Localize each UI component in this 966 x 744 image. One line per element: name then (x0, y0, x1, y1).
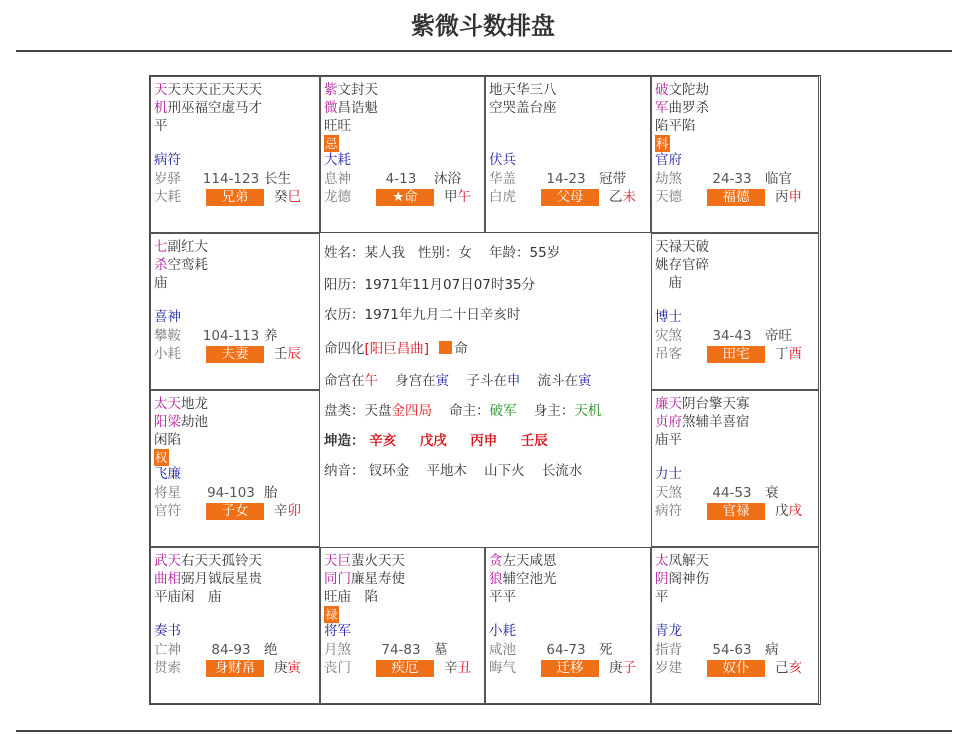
age-range: 64-73 (546, 642, 586, 658)
nayin-line: 纳音： 钗环金 平地木 山下火 长流水 (324, 463, 583, 479)
person-info-line: 姓名：某人我 性别：女 年龄：55岁 (324, 245, 561, 261)
boshi-god: 喜神 (154, 309, 181, 325)
boshi-god: 力士 (655, 466, 682, 482)
star-line: 旺旺 (324, 118, 351, 134)
sihua-badge: 忌 (325, 136, 338, 151)
ganzhi: 癸巳 (274, 189, 301, 205)
palace-name: 疾厄 (376, 660, 434, 677)
minor-god: 丧门 (324, 660, 351, 676)
minor-god: 将星 (154, 485, 181, 501)
sihua-badge: 科 (656, 136, 669, 151)
palace-cell-xu (651, 390, 819, 547)
sihua-badge: 权 (155, 450, 168, 465)
star-line: 旺庙 陷 (324, 589, 378, 605)
life-stage: 衰 (765, 485, 779, 501)
age-row (154, 641, 314, 659)
palace-name: 奴仆 (707, 660, 765, 677)
minor-god: 岁建 (655, 660, 682, 676)
minor-god: 劫煞 (655, 171, 682, 187)
minor-god: 晦气 (489, 660, 516, 676)
palace-name: 父母 (541, 189, 599, 206)
star-list (324, 552, 405, 624)
minor-god: 官符 (154, 503, 181, 519)
star-list (489, 552, 557, 606)
age-range: 114-123 (202, 171, 260, 187)
star-line: 曲相弼月钺辰星贵 (154, 571, 262, 587)
minor-god: 亡神 (154, 642, 181, 658)
boshi-god: 奏书 (154, 623, 181, 639)
star-line: 地天华三八 (489, 82, 557, 98)
star-line: 天巨蜚火天天 (324, 553, 405, 569)
age-range: 4-13 (385, 171, 417, 187)
ganzhi: 己亥 (775, 660, 802, 676)
legend-swatch (439, 341, 452, 354)
star-line: 微昌诰魁 (324, 100, 378, 116)
star-list (655, 395, 750, 449)
divider-top (16, 50, 952, 52)
star-list (324, 81, 378, 153)
age-range: 74-83 (381, 642, 421, 658)
age-row (489, 170, 649, 188)
palace-cell-wei (485, 76, 651, 233)
star-line: 平平 (489, 589, 516, 605)
star-line: 破文陀劫 (655, 82, 709, 98)
star-line: 天禄天破 (655, 239, 709, 255)
age-row (489, 641, 649, 659)
life-stage: 绝 (264, 642, 278, 658)
star-line: 七副红大 (154, 239, 208, 255)
ganzhi: 乙未 (609, 189, 636, 205)
age-range: 54-63 (712, 642, 752, 658)
star-line: 武天右天天孤铃天 (154, 553, 262, 569)
age-row (154, 170, 314, 188)
divider-bottom (16, 730, 952, 732)
life-stage: 沐浴 (434, 171, 461, 187)
minor-god: 龙德 (324, 189, 351, 205)
palace-cell-shen (651, 76, 819, 233)
lunar-date-line: 农历：1971年九月二十日辛亥时 (324, 307, 521, 323)
minor-god: 岁驿 (154, 171, 181, 187)
minor-god: 小耗 (154, 346, 181, 362)
life-stage: 养 (264, 328, 278, 344)
star-line: 阴阁神伤 (655, 571, 709, 587)
center-info-panel (320, 233, 651, 547)
age-range: 44-53 (712, 485, 752, 501)
palace-name: ★命 (376, 189, 434, 206)
star-line: 贞府煞辅羊喜宿 (655, 414, 750, 430)
minor-god: 天德 (655, 189, 682, 205)
palace-row (489, 188, 649, 206)
palace-name: 子女 (206, 503, 264, 520)
age-row (655, 484, 815, 502)
age-range: 84-93 (211, 642, 251, 658)
ganzhi: 辛卯 (274, 503, 301, 519)
star-list (154, 552, 262, 606)
solar-date: 1971年11月07日07时35分 (364, 277, 536, 293)
sihua-line: 命四化[阳巨昌曲] 命 (324, 341, 468, 357)
star-list (655, 81, 709, 153)
star-line: 平庙闲 庙 (154, 589, 222, 605)
palace-row (655, 502, 815, 520)
palace-cell-si (150, 76, 320, 233)
ganzhi: 甲午 (444, 189, 471, 205)
palace-row (655, 345, 815, 363)
sihua-badge: 禄 (325, 607, 338, 622)
palace-position-line: 命宫在午 身宫在寅 子斗在申 流斗在寅 (324, 373, 592, 389)
minor-god: 白虎 (489, 189, 516, 205)
ganzhi: 庚寅 (274, 660, 301, 676)
palace-row (154, 659, 314, 677)
boshi-god: 小耗 (489, 623, 516, 639)
boshi-god: 将军 (324, 623, 351, 639)
star-line: 阳梁劫池 (154, 414, 208, 430)
star-list (655, 238, 709, 292)
palace-cell-hai (651, 547, 819, 704)
star-line: 军曲罗杀 (655, 100, 709, 116)
age-range: 24-33 (712, 171, 752, 187)
star-list (154, 238, 208, 292)
minor-god: 病符 (655, 503, 682, 519)
palace-name: 福德 (707, 189, 765, 206)
palace-row (655, 659, 815, 677)
palace-cell-you (651, 233, 819, 390)
life-stage: 长生 (264, 171, 291, 187)
minor-god: 攀鞍 (154, 328, 181, 344)
star-line: 同门廉星寿使 (324, 571, 405, 587)
palace-name: 身财帛 (206, 660, 264, 677)
person-gender: 女 (458, 245, 472, 261)
age-range: 14-23 (546, 171, 586, 187)
age-range: 94-103 (207, 485, 255, 501)
life-stage: 冠带 (599, 171, 626, 187)
lunar-date: 1971年九月二十日辛亥时 (364, 307, 521, 323)
palace-cell-mao (150, 390, 320, 547)
star-line: 太凤解天 (655, 553, 709, 569)
age-row (154, 484, 314, 502)
boshi-god: 飞廉 (154, 466, 181, 482)
boshi-god: 病符 (154, 152, 181, 168)
ganzhi: 辛丑 (444, 660, 471, 676)
minor-god: 月煞 (324, 642, 351, 658)
age-range: 34-43 (712, 328, 752, 344)
boshi-god: 大耗 (324, 152, 351, 168)
star-line: 紫文封天 (324, 82, 378, 98)
star-line: 庙 (154, 275, 168, 291)
age-range: 104-113 (202, 328, 260, 344)
ganzhi: 戊戌 (775, 503, 802, 519)
star-line: 杀空鸾耗 (154, 257, 208, 273)
star-list (154, 81, 262, 135)
life-stage: 死 (599, 642, 613, 658)
boshi-god: 青龙 (655, 623, 682, 639)
palace-row (154, 188, 314, 206)
palace-row (324, 659, 484, 677)
boshi-god: 官府 (655, 152, 682, 168)
age-row (324, 641, 484, 659)
age-row (655, 327, 815, 345)
palace-name: 迁移 (541, 660, 599, 677)
star-line: 贪左天咸恩 (489, 553, 557, 569)
palace-row (655, 188, 815, 206)
star-list (154, 395, 208, 467)
minor-god: 咸池 (489, 642, 516, 658)
palace-row (324, 188, 484, 206)
star-line: 廉天阴台擎天寡 (655, 396, 750, 412)
star-line: 庙 (655, 275, 682, 291)
life-stage: 临官 (765, 171, 792, 187)
palace-name: 夫妻 (206, 346, 264, 363)
star-line: 空哭盖台座 (489, 100, 557, 116)
palace-cell-zi (485, 547, 651, 704)
star-list (655, 552, 709, 606)
minor-god: 灾煞 (655, 328, 682, 344)
star-line: 闲陷 (154, 432, 181, 448)
boshi-god: 伏兵 (489, 152, 516, 168)
palace-row (489, 659, 649, 677)
age-row (655, 641, 815, 659)
pan-type-line: 盘类：天盘金四局 命主：破军 身主：天机 (324, 403, 602, 419)
star-line: 天天天天正天天天 (154, 82, 262, 98)
minor-god: 大耗 (154, 189, 181, 205)
minor-god: 指背 (655, 642, 682, 658)
sihua-value: [阳巨昌曲] (364, 341, 430, 357)
age-row (655, 170, 815, 188)
palace-cell-chen (150, 233, 320, 390)
life-stage: 胎 (264, 485, 278, 501)
minor-god: 天煞 (655, 485, 682, 501)
boshi-god: 博士 (655, 309, 682, 325)
star-line: 庙平 (655, 432, 682, 448)
chart-grid (149, 75, 821, 705)
ganzhi: 庚子 (609, 660, 636, 676)
page-title: 紫微斗数排盘 (411, 12, 555, 40)
palace-cell-yin (150, 547, 320, 704)
palace-cell-chou (320, 547, 485, 704)
star-line: 陷平陷 (655, 118, 696, 134)
person-age: 55岁 (529, 245, 561, 261)
minor-god: 息神 (324, 171, 351, 187)
star-line: 机刑巫福空虚马才 (154, 100, 262, 116)
life-stage: 帝旺 (765, 328, 792, 344)
palace-cell-wu (320, 76, 485, 233)
minor-god: 贯索 (154, 660, 181, 676)
ganzhi: 丁酉 (775, 346, 802, 362)
star-line: 狼辅空池光 (489, 571, 557, 587)
minor-god: 吊客 (655, 346, 682, 362)
star-list (489, 81, 557, 117)
life-stage: 病 (765, 642, 779, 658)
palace-name: 官禄 (707, 503, 765, 520)
life-stage: 墓 (434, 642, 448, 658)
person-name: 某人我 (364, 245, 405, 261)
star-line: 姚存官碎 (655, 257, 709, 273)
star-line: 太天地龙 (154, 396, 208, 412)
ganzhi: 壬辰 (274, 346, 301, 362)
bazi-line: 坤造： 辛亥 戊戌 丙申 壬辰 (324, 433, 548, 449)
age-row (154, 327, 314, 345)
palace-name: 兄弟 (206, 189, 264, 206)
solar-date-line: 阳历：1971年11月07日07时35分 (324, 277, 536, 293)
star-line: 平 (154, 118, 168, 134)
palace-name: 田宅 (707, 346, 765, 363)
palace-row (154, 345, 314, 363)
palace-row (154, 502, 314, 520)
age-row (324, 170, 484, 188)
ganzhi: 丙申 (775, 189, 802, 205)
minor-god: 华盖 (489, 171, 516, 187)
star-line: 平 (655, 589, 669, 605)
